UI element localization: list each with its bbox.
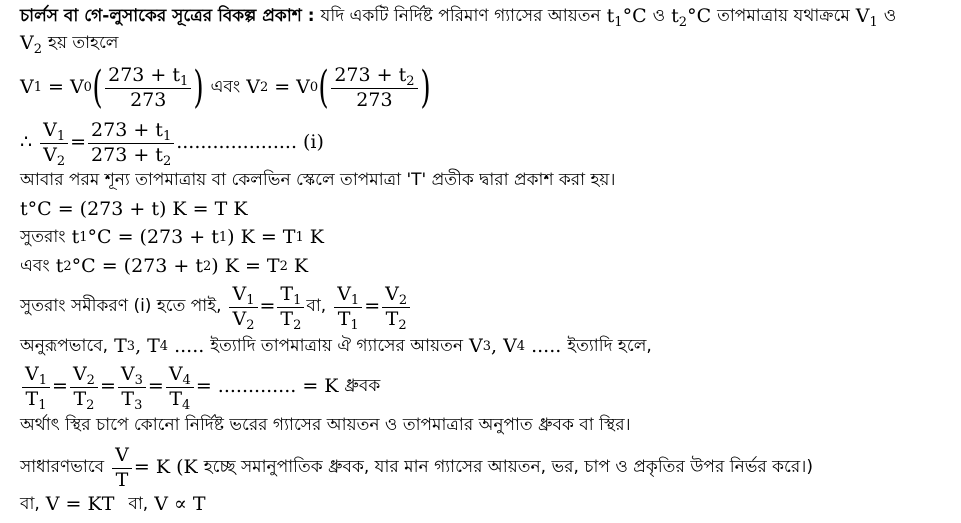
fraction-273-t1: $\frac{273 + t_1}{273}$ [105, 65, 191, 112]
ebong-equation: এবং t 2 °C = (273 + t 2 ) K = T 2 K [20, 255, 309, 277]
ratio-chain: $\frac{V_1}{T_1}$ = $\frac{V_2}{T_2}$ = $\frac{V_3}{T_3}$ = $\frac{V_4}{T_4}$ = ............. = K ধ্রুবক [20, 361, 380, 413]
final-line: বা, V = KT বা, V ∝ T [20, 493, 206, 515]
fraction-t1-t2: $\frac{273 + t_1}{273 + t_2}$ [88, 120, 174, 167]
heading-title: চার্লস বা গে-লুসাকের সূত্রের বিকল্প প্রকাশ : [20, 6, 315, 27]
heading-line-2 [20, 33, 118, 55]
conclusion-line: অর্থাৎ স্থির চাপে কোনো নির্দিষ্ট ভরের গ্যাসের আয়তন ও তাপমাত্রার অনুপাত ধ্রুবক বা স্থির। [20, 415, 631, 435]
heading-text-b: তাপমাত্রায় যথাক্রমে [717, 6, 850, 27]
ebong-word: এবং [210, 77, 241, 98]
fraction-v1-v2: $\frac{V_1}{V_2}$ [40, 120, 68, 167]
heading-text-c: হয় তাহলে [48, 33, 119, 54]
equation-label: (i) [303, 131, 324, 154]
v1-symbol: $V_1$ [855, 5, 878, 30]
t1-symbol: $t_1^\circ C$ [606, 5, 647, 30]
samikaran-equation: সুতরাং সমীকরণ (i) হতে পাই, $\frac{V_1}{V_2}$ = $\frac{T_1}{T_2}$ বা, $\frac{V_1}{T_1}$ = $\frac{V_2}{T_2}$ [20, 281, 412, 333]
general-form-line: সাধারণভাবে $\frac{V}{T}$ = K (K হচ্ছে সমানুপাতিক ধ্রুবক, যার মান গ্যাসের আয়তন, ভর, চাপ ও প্রকৃতির উপর নির্ভর করে।) [20, 443, 813, 491]
kelvin-statement: আবার পরম শূন্য তাপমাত্রায় বা কেলভিন স্কেলে তাপমাত্রা 'T' প্রতীক দ্বারা প্রকাশ করা হয়। [20, 170, 616, 190]
tc-equation: t°C = (273 + t) K = T K [20, 198, 248, 220]
t2-symbol: $t_2^\circ C$ [671, 5, 712, 30]
sutorang-equation: সুতরাং t 1 °C = (273 + t 1 ) K = T 1 K [20, 226, 324, 248]
equation-ratio-i: ∴ $\frac{V_1}{V_2}$ = $\frac{273 + t_1}{273 + t_2}$ .................... (i) [20, 118, 324, 169]
fraction-273-t2: $\frac{273 + t_2}{273}$ [331, 65, 417, 112]
heading-line: চার্লস বা গে-লুসাকের সূত্রের বিকল্প প্রকাশ : যদি একটি নির্দিষ্ট পরিমাণ গ্যাসের আয়তন $t_1^\circ C$ ও $t_2^\circ C$ তাপমাত্রায় যথাক্রমে $V_1$ ও [20, 5, 897, 30]
equation-v1-v2: V 1 = V 0 ( $\frac{273 + t_1}{273}$ ) এবং V 2 = V 0 ( $\frac{273 + t_2}{273}$ ) [20, 62, 431, 113]
v2-symbol: $V_2$ [20, 32, 43, 57]
anurupa-line: অনুরূপভাবে, T 3 , T 4 ..... ইত্যাদি তাপমাত্রায় ঐ গ্যাসের আয়তন V 3 , V 4 ..... ইত্যাদি হলে, [20, 335, 652, 357]
heading-text-a: যদি একটি নির্দিষ্ট পরিমাণ গ্যাসের আয়তন [320, 6, 601, 27]
